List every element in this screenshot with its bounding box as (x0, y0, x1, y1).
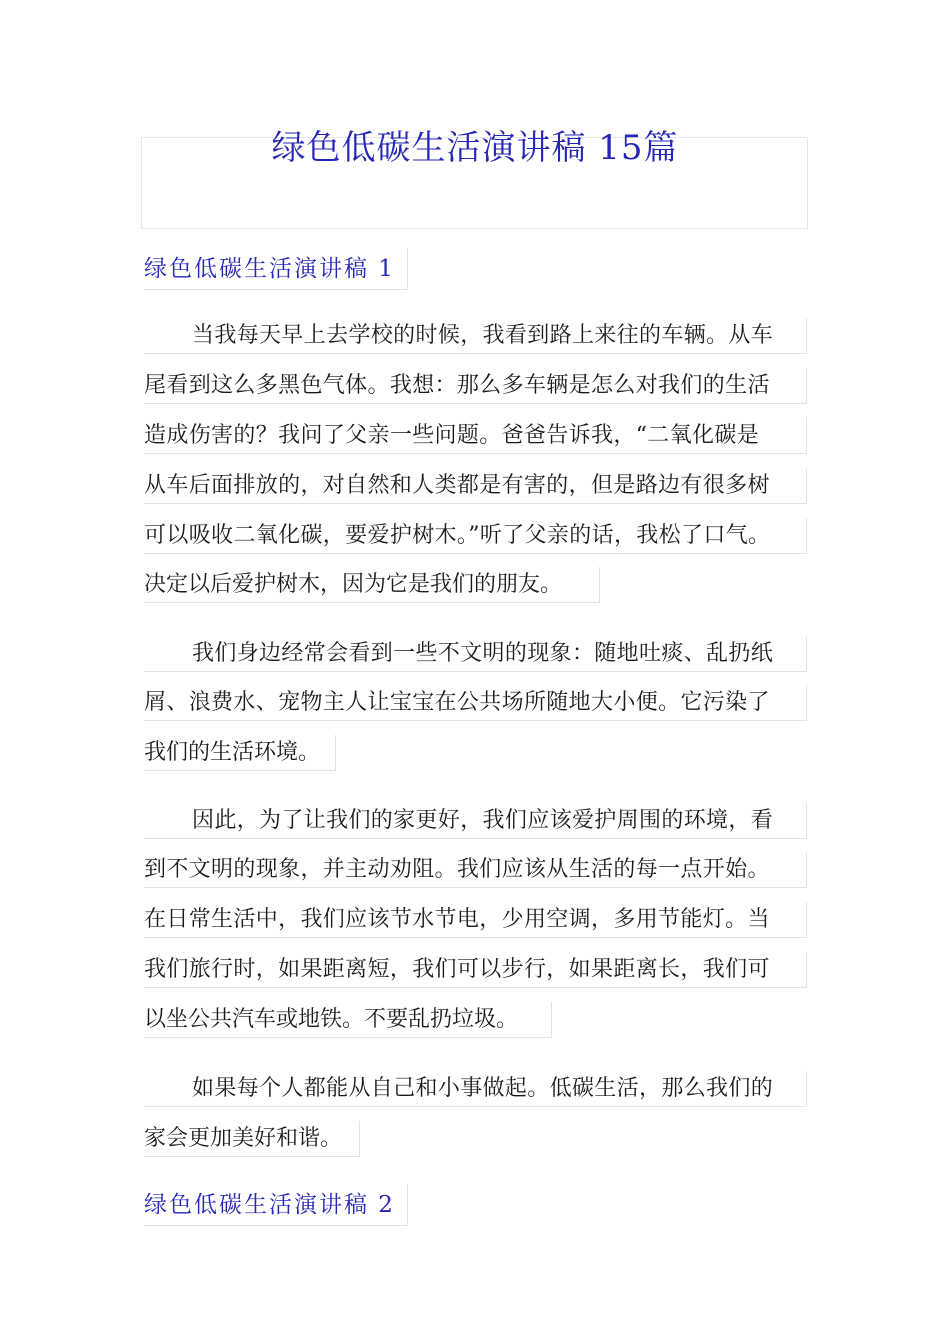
section-heading-1: 绿色低碳生活演讲稿 1 (144, 248, 408, 290)
section-heading-2: 绿色低碳生活演讲稿 2 (144, 1184, 408, 1226)
paragraph-line: 到不文明的现象，并主动劝阻。我们应该从生活的每一点开始。 (144, 852, 807, 888)
paragraph-line: 决定以后爱护树木，因为它是我们的朋友。 (144, 567, 600, 603)
paragraph-line: 因此，为了让我们的家更好，我们应该爱护周围的环境，看 (144, 803, 807, 839)
paragraph-line: 我们身边经常会看到一些不文明的现象：随地吐痰、乱扔纸 (144, 636, 807, 672)
paragraph-line: 当我每天早上去学校的时候，我看到路上来往的车辆。从车 (144, 318, 807, 354)
paragraph-line: 家会更加美好和谐。 (144, 1121, 360, 1157)
document-title: 绿色低碳生活演讲稿 15篇 (271, 128, 679, 168)
paragraph-line: 如果每个人都能从自己和小事做起。低碳生活，那么我们的 (144, 1071, 807, 1107)
paragraph-line: 以坐公共汽车或地铁。不要乱扔垃圾。 (144, 1002, 552, 1038)
paragraph-line: 我们旅行时，如果距离短，我们可以步行，如果距离长，我们可 (144, 952, 807, 988)
paragraph-line: 屑、浪费水、宠物主人让宝宝在公共场所随地大小便。它污染了 (144, 685, 807, 721)
paragraph-line: 可以吸收二氧化碳，要爱护树木。”听了父亲的话，我松了口气。 (144, 518, 807, 554)
paragraph-line: 从车后面排放的，对自然和人类都是有害的，但是路边有很多树 (144, 468, 807, 504)
paragraph-line: 造成伤害的？我问了父亲一些问题。爸爸告诉我，“二氧化碳是 (144, 418, 807, 454)
paragraph-line: 尾看到这么多黑色气体。我想：那么多车辆是怎么对我们的生活 (144, 368, 807, 404)
paragraph-line: 我们的生活环境。 (144, 735, 336, 771)
paragraph-line: 在日常生活中，我们应该节水节电，少用空调，多用节能灯。当 (144, 902, 807, 938)
